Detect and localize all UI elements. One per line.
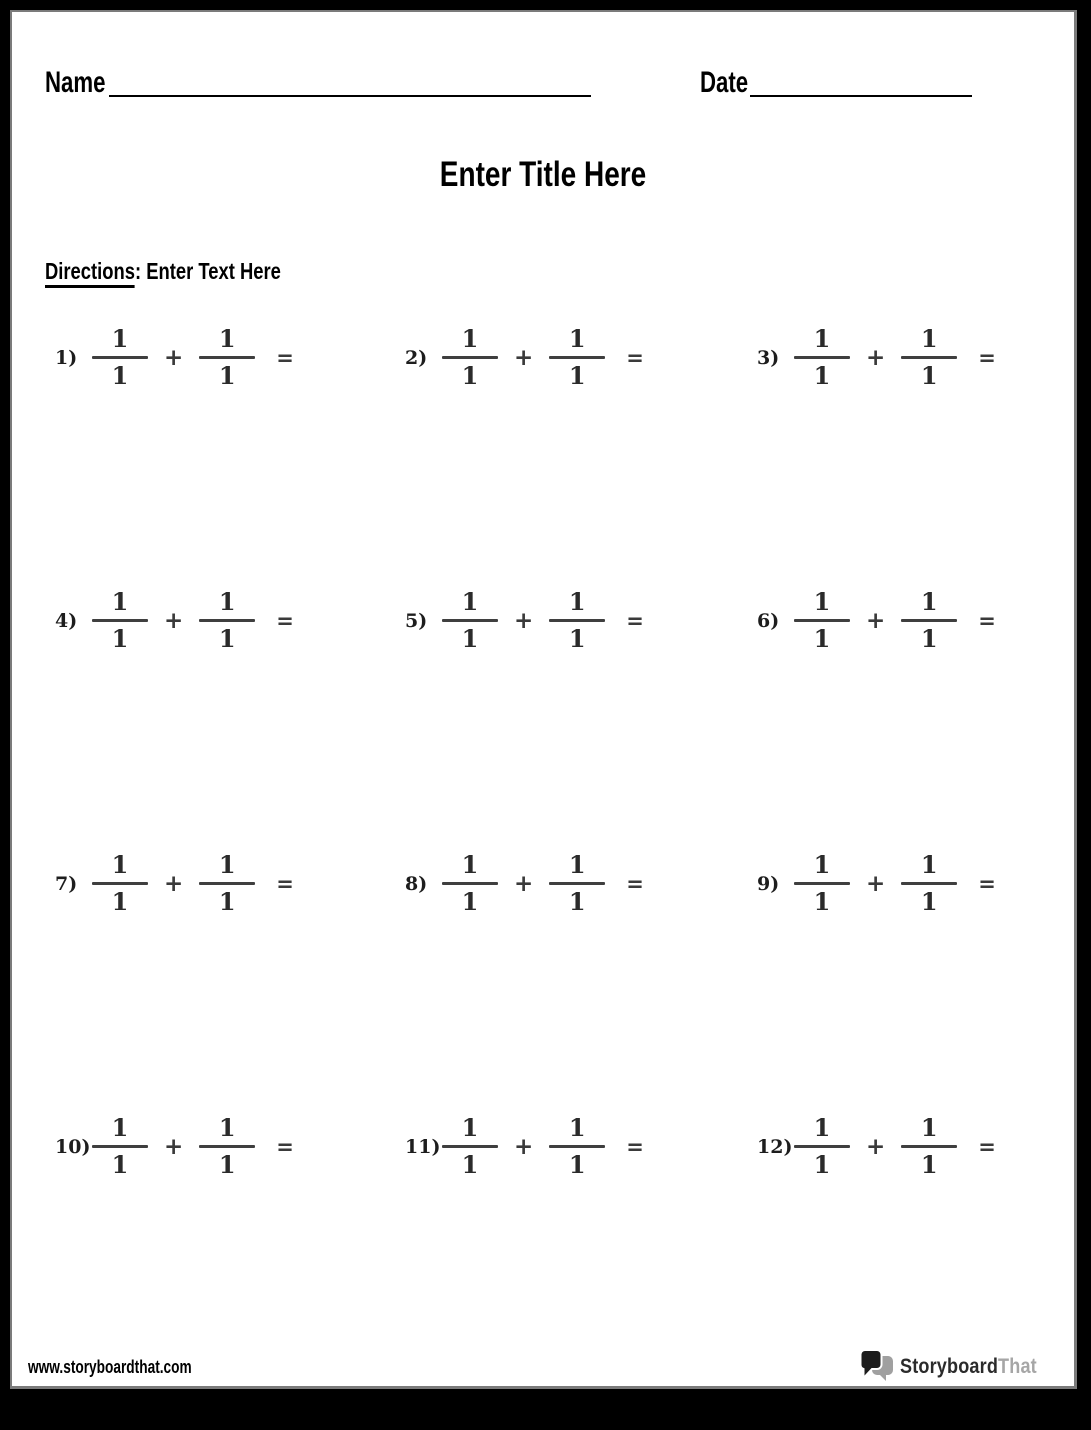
second-fraction-bar [901,882,957,885]
problem [395,326,747,390]
logo-wordmark [900,1356,1037,1377]
second-fraction [549,852,605,916]
plus-operator: + [866,607,886,634]
plus-operator: + [164,1133,184,1160]
problem [45,1115,395,1179]
first-fraction-bar [442,882,498,885]
second-fraction-denominator: 1 [568,624,586,654]
second-fraction-numerator: 1 [568,1113,586,1142]
first-fraction-numerator: 1 [111,1113,129,1142]
date-fill-in-line[interactable] [750,95,972,97]
name-label: Name [45,66,106,99]
problem [747,589,1046,653]
directions-label: Directions [45,258,135,288]
logo-text-secondary: That [997,1354,1037,1378]
first-fraction-numerator: 1 [111,850,129,879]
plus-operator: + [514,607,534,634]
first-fraction-denominator: 1 [111,361,129,391]
second-fraction-bar [199,1145,255,1148]
equals-sign: = [626,1134,644,1159]
problem [395,852,747,916]
problem-number: 8) [405,872,428,895]
second-fraction-bar [199,882,255,885]
second-fraction-numerator: 1 [568,587,586,616]
second-fraction-numerator: 1 [218,850,236,879]
second-fraction-numerator: 1 [920,1113,938,1142]
first-fraction-numerator: 1 [813,324,831,353]
first-fraction-bar [794,619,850,622]
first-fraction [92,852,148,916]
second-fraction-denominator: 1 [568,361,586,391]
first-fraction-numerator: 1 [813,1113,831,1142]
first-fraction-denominator: 1 [461,1150,479,1180]
second-fraction-bar [549,1145,605,1148]
second-fraction-numerator: 1 [568,324,586,353]
name-fill-in-line[interactable] [109,95,591,97]
equals-sign: = [626,871,644,896]
first-fraction-bar [794,1145,850,1148]
equals-sign: = [978,1134,996,1159]
second-fraction [901,852,957,916]
problem [45,589,395,653]
second-fraction [199,852,255,916]
second-fraction [549,326,605,390]
second-fraction [199,326,255,390]
second-fraction-numerator: 1 [920,850,938,879]
title-row [12,154,1074,196]
directions-line [45,255,281,287]
plus-operator: + [514,1133,534,1160]
second-fraction-numerator: 1 [218,1113,236,1142]
problems-grid [45,326,1046,1378]
date-label: Date [700,66,749,99]
problem-number: 2) [405,346,428,369]
first-fraction-bar [92,356,148,359]
second-fraction [901,1115,957,1179]
date-label-box [700,68,750,98]
second-fraction [549,589,605,653]
name-field [45,56,591,98]
second-fraction-numerator: 1 [218,324,236,353]
first-fraction-numerator: 1 [461,587,479,616]
second-fraction-denominator: 1 [218,361,236,391]
speech-bubbles-icon [858,1348,895,1384]
first-fraction-numerator: 1 [813,850,831,879]
problem-number: 4) [55,609,78,632]
second-fraction [549,1115,605,1179]
second-fraction-denominator: 1 [920,624,938,654]
first-fraction-denominator: 1 [111,624,129,654]
first-fraction [794,852,850,916]
first-fraction-bar [442,356,498,359]
second-fraction-bar [549,356,605,359]
first-fraction-denominator: 1 [813,624,831,654]
first-fraction-numerator: 1 [111,587,129,616]
first-fraction-bar [92,619,148,622]
first-fraction [794,1115,850,1179]
footer-url-row [28,1358,243,1378]
storyboardthat-logo [858,1346,1059,1386]
first-fraction-bar [442,619,498,622]
second-fraction [901,326,957,390]
plus-operator: + [514,870,534,897]
worksheet-page [10,10,1077,1389]
problem-number: 7) [55,872,78,895]
problem [747,852,1046,916]
second-fraction-numerator: 1 [568,850,586,879]
second-fraction-denominator: 1 [568,1150,586,1180]
first-fraction [794,589,850,653]
second-fraction-denominator: 1 [218,887,236,917]
directions-text[interactable]: Enter Text Here [146,258,281,284]
second-fraction [199,589,255,653]
equals-sign: = [276,608,294,633]
plus-operator: + [866,344,886,371]
second-fraction-denominator: 1 [920,887,938,917]
first-fraction [92,589,148,653]
first-fraction-bar [92,882,148,885]
plus-operator: + [866,1133,886,1160]
first-fraction-denominator: 1 [461,887,479,917]
second-fraction-bar [901,1145,957,1148]
logo-text-primary: Storyboard [899,1354,998,1378]
problem [395,589,747,653]
problem-number: 12) [757,1135,793,1158]
plus-operator: + [164,870,184,897]
first-fraction [442,589,498,653]
first-fraction-denominator: 1 [813,1150,831,1180]
second-fraction-bar [199,619,255,622]
problem-number: 6) [757,609,780,632]
second-fraction-denominator: 1 [920,1150,938,1180]
first-fraction-denominator: 1 [461,624,479,654]
second-fraction-bar [199,356,255,359]
first-fraction-bar [794,882,850,885]
first-fraction-denominator: 1 [111,887,129,917]
equals-sign: = [626,608,644,633]
equals-sign: = [276,1134,294,1159]
equals-sign: = [276,871,294,896]
plus-operator: + [514,344,534,371]
problem [747,1115,1046,1179]
first-fraction [442,326,498,390]
problem-number: 9) [757,872,780,895]
first-fraction [92,1115,148,1179]
problem [747,326,1046,390]
first-fraction [794,326,850,390]
first-fraction-numerator: 1 [461,1113,479,1142]
problem-number: 5) [405,609,428,632]
first-fraction-bar [92,1145,148,1148]
first-fraction-denominator: 1 [813,361,831,391]
second-fraction [901,589,957,653]
first-fraction-numerator: 1 [813,587,831,616]
first-fraction-numerator: 1 [461,324,479,353]
date-field [700,56,972,98]
first-fraction-denominator: 1 [111,1150,129,1180]
second-fraction-denominator: 1 [920,361,938,391]
first-fraction-bar [442,1145,498,1148]
first-fraction-numerator: 1 [461,850,479,879]
problem [45,852,395,916]
second-fraction-numerator: 1 [920,324,938,353]
plus-operator: + [164,607,184,634]
problem-number: 11) [405,1135,441,1158]
second-fraction-denominator: 1 [568,887,586,917]
second-fraction-bar [901,356,957,359]
worksheet-title[interactable]: Enter Title Here [439,155,647,194]
first-fraction-bar [794,356,850,359]
second-fraction-numerator: 1 [920,587,938,616]
second-fraction-numerator: 1 [218,587,236,616]
first-fraction [442,852,498,916]
equals-sign: = [978,345,996,370]
equals-sign: = [626,345,644,370]
first-fraction-numerator: 1 [111,324,129,353]
plus-operator: + [866,870,886,897]
first-fraction [92,326,148,390]
plus-operator: + [164,344,184,371]
second-fraction-denominator: 1 [218,624,236,654]
website-url: www.storyboardthat.com [28,1357,192,1377]
problem [45,326,395,390]
directions-separator: : [134,258,147,284]
second-fraction-denominator: 1 [218,1150,236,1180]
directions-row [45,255,340,287]
name-label-box [45,68,109,98]
problem-number: 1) [55,346,78,369]
problem-number: 3) [757,346,780,369]
first-fraction [442,1115,498,1179]
second-fraction-bar [901,619,957,622]
second-fraction-bar [549,619,605,622]
first-fraction-denominator: 1 [461,361,479,391]
equals-sign: = [978,871,996,896]
problem-number: 10) [55,1135,91,1158]
second-fraction-bar [549,882,605,885]
second-fraction [199,1115,255,1179]
problem [395,1115,747,1179]
equals-sign: = [978,608,996,633]
equals-sign: = [276,345,294,370]
first-fraction-denominator: 1 [813,887,831,917]
